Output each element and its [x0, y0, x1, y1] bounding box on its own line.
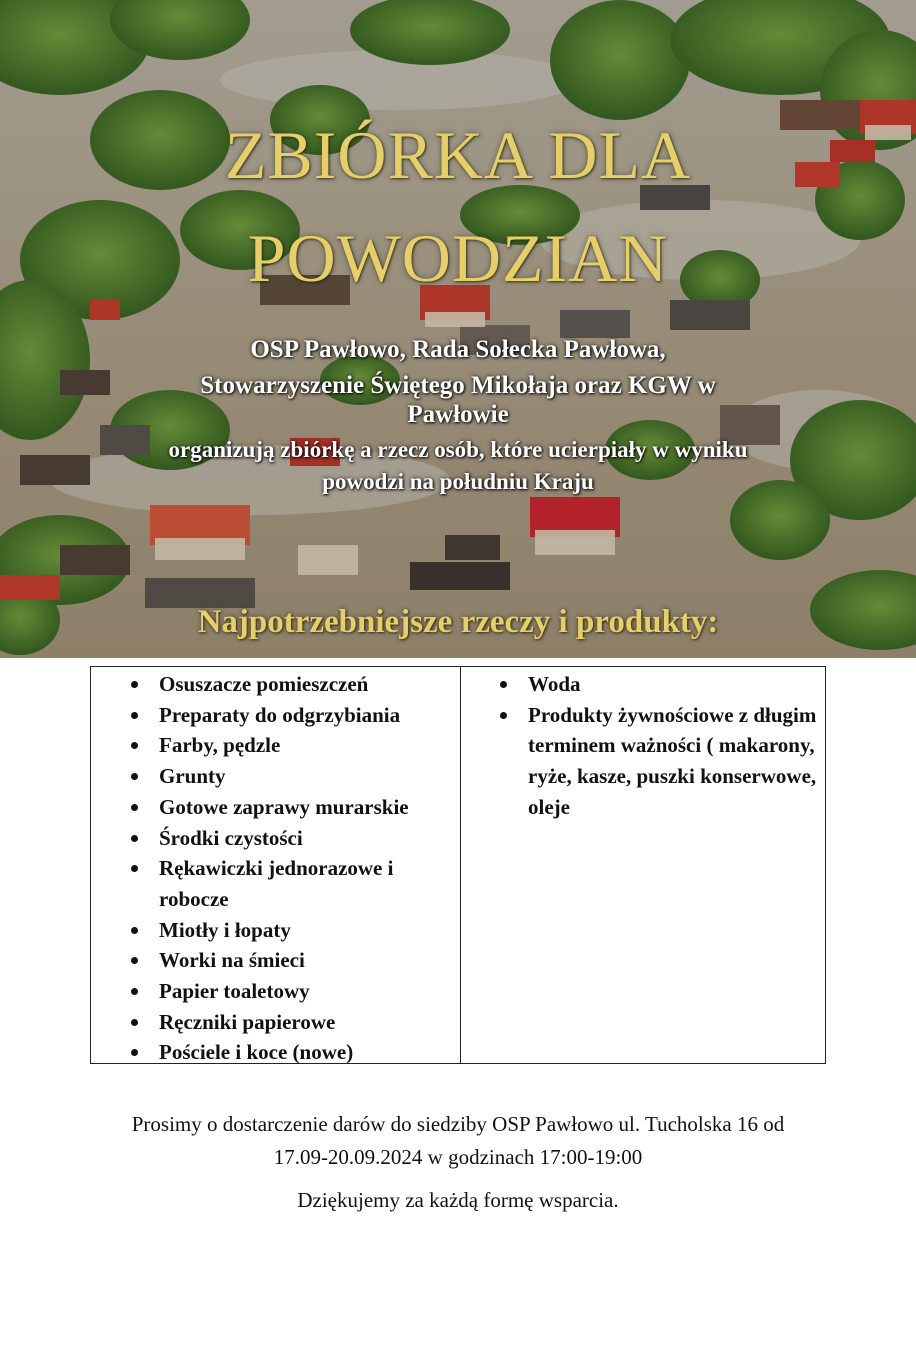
- organizers-block: [60, 335, 856, 498]
- needs-item-text: Preparaty do odgrzybiania: [159, 702, 401, 727]
- organizers-line-1: OSP Pawłowo, Rada Sołecka Pawłowa,: [250, 336, 666, 363]
- needs-list-item: [91, 976, 460, 1007]
- needs-list-item: [91, 700, 460, 731]
- needs-item-text: Rękawiczki jednorazowe i robocze: [159, 856, 394, 911]
- delivery-line-1: Prosimy o dostarczenie darów do siedziby OSP Pawłowo ul. Tucholska 16 od: [131, 1112, 785, 1136]
- bullet-icon: [131, 927, 138, 934]
- bullet-icon: [131, 835, 138, 842]
- needs-item-text: Papier toaletowy: [159, 979, 310, 1004]
- delivery-info: [60, 1108, 856, 1174]
- needs-item-text: Miotły i łopaty: [159, 917, 291, 942]
- bullet-icon: [500, 681, 507, 688]
- needs-item-text: Ręczniki papierowe: [159, 1009, 336, 1034]
- needs-list-item: [91, 853, 460, 914]
- needs-list-item: [91, 823, 460, 854]
- needs-list-item: [91, 792, 460, 823]
- needs-item-text: Worki na śmieci: [159, 948, 305, 973]
- bullet-icon: [131, 957, 138, 964]
- needs-item-text: Farby, pędzle: [159, 733, 281, 758]
- needs-list-item: [91, 730, 460, 761]
- needs-list-item: [91, 1007, 460, 1038]
- needs-list-item: [91, 945, 460, 976]
- delivery-line-2: 17.09-20.09.2024 w godzinach 17:00-19:00: [273, 1145, 643, 1169]
- needs-list-right: [461, 669, 825, 823]
- bullet-icon: [131, 712, 138, 719]
- needs-item-text: Środki czystości: [159, 825, 303, 850]
- needs-list-item: [91, 915, 460, 946]
- poster-title-line-1: ZBIÓRKA DLA: [224, 117, 692, 193]
- needs-column-right: [461, 667, 825, 1063]
- flood-photo-banner: [0, 0, 916, 658]
- needs-item-text: Produkty żywnościowe z długim terminem ważności ( makarony, ryże, kasze, puszki konserwowe, oleje: [528, 702, 817, 819]
- purpose-text: [60, 434, 856, 498]
- poster-title-line-2: POWODZIAN: [247, 220, 669, 296]
- needs-item-text: Woda: [528, 672, 581, 696]
- organizers-line-2: Stowarzyszenie Świętego Mikołaja oraz KGW w: [200, 372, 716, 399]
- bullet-icon: [131, 681, 138, 688]
- bullet-icon: [131, 988, 138, 995]
- bullet-icon: [131, 1019, 138, 1026]
- needs-item-text: Grunty: [159, 764, 226, 789]
- bullet-icon: [131, 773, 138, 780]
- bullet-icon: [131, 742, 138, 749]
- needs-column-left: [91, 667, 461, 1063]
- needs-list-item: [91, 761, 460, 792]
- purpose-line-2: powodzi na południu Kraju: [322, 469, 594, 494]
- needs-list-left: [91, 669, 460, 1068]
- needs-table: [90, 666, 826, 1064]
- bullet-icon: [131, 1049, 138, 1056]
- needs-list-item: [461, 669, 825, 700]
- bullet-icon: [131, 804, 138, 811]
- flooded-village-aerial-image: [0, 0, 916, 658]
- thanks-text: Dziękujemy za każdą formę wsparcia.: [297, 1188, 619, 1212]
- bullet-icon: [500, 712, 507, 719]
- purpose-line-1: organizują zbiórkę a rzecz osób, które ucierpiały w wyniku: [168, 437, 748, 462]
- needs-list-item: [91, 1037, 460, 1068]
- needs-item-text: Gotowe zaprawy murarskie: [159, 794, 409, 819]
- needs-item-text: Osuszacze pomieszczeń: [159, 672, 369, 696]
- needs-heading: Najpotrzebniejsze rzeczy i produkty:: [197, 604, 719, 640]
- needs-list-item: [91, 669, 460, 700]
- needs-list-item: [461, 700, 825, 823]
- bullet-icon: [131, 865, 138, 872]
- organizers-line-3: Pawłowie: [407, 401, 509, 428]
- needs-item-text: Pościele i koce (nowe): [159, 1040, 354, 1065]
